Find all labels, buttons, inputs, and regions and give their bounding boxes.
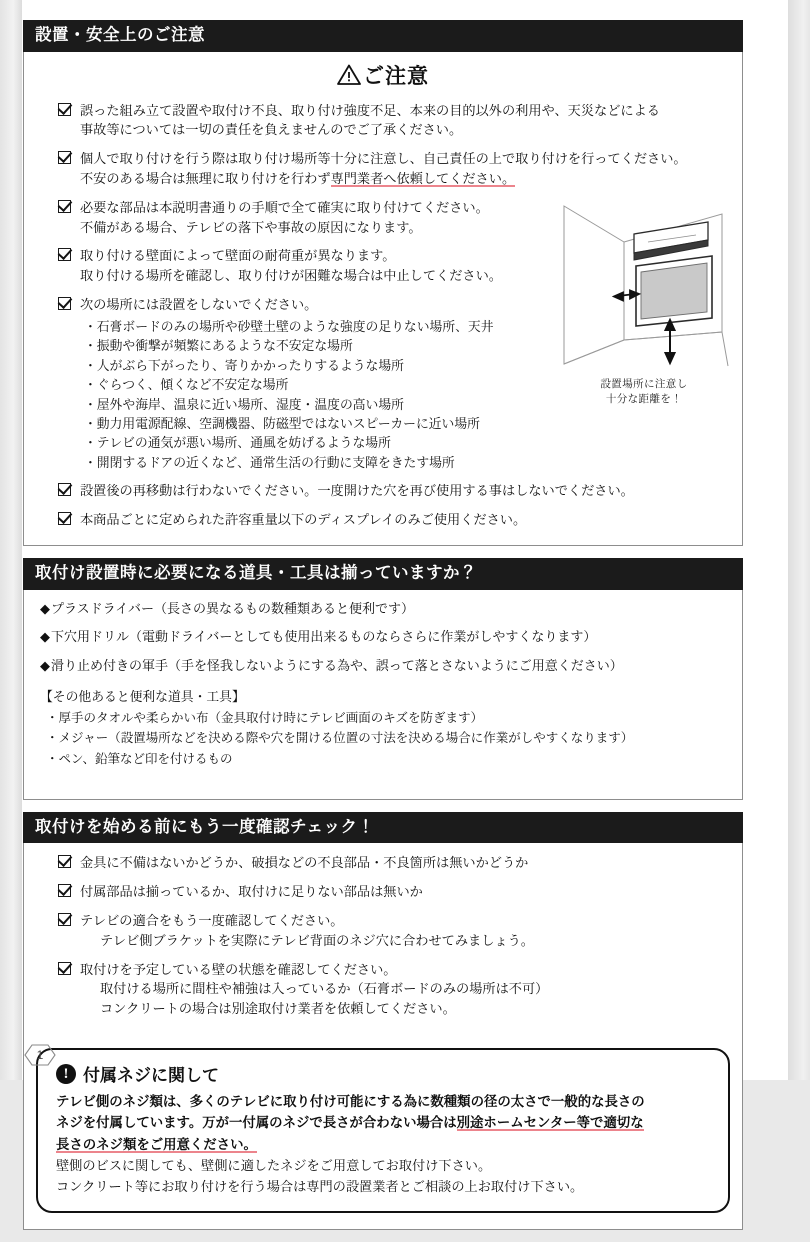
diamond-bullet-icon: ◆	[40, 600, 50, 616]
tool-line-text: 下穴用ドリル（電動ドライバーとしても使用出来るものならさらに作業がしやすくなります）	[51, 629, 597, 645]
section-tools	[23, 558, 743, 800]
page-number-badge	[23, 1043, 57, 1067]
list-item: ・ 厚手のタオルや柔らかい布（金具取付け時にテレビ画面のキズを防ぎます）	[60, 708, 728, 728]
list-item: ・ ぐらつく、傾くなど不安定な場所	[80, 375, 730, 394]
checkbox-checked-icon	[58, 913, 71, 926]
check-item-line: 取付けを予定している壁の状態を確認してください。	[80, 961, 397, 977]
checkbox-checked-icon	[58, 103, 71, 116]
list-item: ・ 石膏ボードのみの場所や砂壁土壁のような強度の足りない場所、天井	[80, 317, 730, 336]
room-wall-mount-clearance-diagram	[556, 200, 732, 409]
section-precheck	[23, 812, 743, 1230]
list-item: ・ 屋外や海岸、温泉に近い場所、湿度・温度の高い場所	[80, 395, 730, 414]
screw-notice-strong-line	[56, 1113, 712, 1133]
list-item: ・ 人がぶら下がったり、寄りかかったりするような場所	[80, 356, 730, 375]
check-item-text: 本商品ごとに定められた許容重量以下のディスプレイのみご使用ください。	[80, 512, 527, 528]
section-safety-panel	[23, 52, 743, 546]
page-footer	[23, 1043, 743, 1067]
check-item-line: 取り付ける壁面によって壁面の耐荷重が異なります。	[80, 248, 396, 264]
check-item-text	[80, 911, 730, 951]
list-item: ・ 振動や衝撃が頻繁にあるような不安定な場所	[80, 336, 730, 355]
list-item: ・ 動力用電源配線、空調機器、防磁型ではないスピーカーに近い場所	[80, 414, 730, 433]
check-item	[58, 960, 730, 1019]
check-item-line: 次の場所には設置をしないでください。	[80, 297, 318, 312]
check-item-line: 必要な部品は本説明書通りの手順で全て確実に取り付けてください。	[80, 199, 489, 215]
check-item-subline: 取付ける場所に間柱や補強は入っているか（石膏ボードのみの場所は不可）	[100, 981, 549, 997]
screw-notice-plain-part: ネジを付属しています。万が一付属のネジで長さが合わない場合は	[56, 1115, 457, 1131]
tool-line	[40, 657, 728, 676]
optional-tools-list	[40, 708, 728, 769]
screw-notice-line: コンクリート等にお取り付けを行う場合は専門の設置業者とご相談の上お取付け下さい。	[56, 1178, 584, 1194]
section-tools-band-title: 取付け設置時に必要になる道具・工具は揃っていますか？	[23, 558, 743, 590]
diagram-caption-line: 十分な距離を！	[605, 393, 683, 406]
red-underlined-text: 長さのネジ類をご用意ください。	[56, 1136, 257, 1152]
tool-line	[40, 600, 728, 619]
check-item-text	[80, 101, 730, 141]
red-underlined-text: 別途ホームセンター等で適切な	[456, 1115, 644, 1131]
checkbox-checked-icon	[58, 200, 71, 213]
list-item: ・ メジャー（設置場所などを決める際や穴を開ける位置の寸法を決める場合に作業がしやすくなります）	[60, 728, 728, 748]
check-item-text	[80, 960, 730, 1019]
check-item-line: 不備がある場合、テレビの落下や事故の原因になります。	[80, 219, 422, 235]
screw-notice-strong-line: テレビ側のネジ類は、多くのテレビに取り付け可能にする為に数種類の径の太さで一般的な長さの	[56, 1094, 645, 1109]
checkbox-checked-icon	[58, 483, 71, 496]
list-item: ・ テレビの通気が悪い場所、通風を妨げるような場所	[80, 433, 730, 452]
check-item	[58, 510, 730, 530]
check-item-line: 事故等については一切の責任を負えませんのでご了承ください。	[80, 122, 463, 138]
check-item-text: 金具に不備はないかどうか、破損などの不良部品・不良箇所は無いかどうか	[80, 855, 529, 871]
check-item-line: 取り付ける場所を確認し、取り付けが困難な場合は中止してください。	[80, 268, 502, 284]
diagram-caption	[556, 377, 732, 409]
check-item	[58, 882, 730, 902]
caution-heading-text: ご注意	[363, 64, 429, 88]
check-item-line: 誤った組み立て設置や取付け不良、取り付け強度不足、本来の目的以外の利用や、天災などによる	[80, 102, 660, 118]
precheck-check-list	[24, 843, 742, 1034]
tool-line	[40, 628, 728, 647]
warning-triangle-icon	[337, 64, 361, 91]
section-tools-panel	[23, 590, 743, 800]
check-item	[58, 149, 730, 189]
checkbox-checked-icon	[58, 962, 71, 975]
checkbox-checked-icon	[58, 248, 71, 261]
check-item-line: テレビの適合をもう一度確認してください。	[80, 913, 344, 929]
checkbox-checked-icon	[58, 884, 71, 897]
page-left-edge-shadow	[0, 0, 22, 1080]
checkbox-checked-icon	[58, 297, 71, 310]
check-item-subline: テレビ側ブラケットを実際にテレビ背面のネジ穴に合わせてみましょう。	[100, 932, 534, 948]
section-safety	[23, 20, 743, 546]
check-item	[58, 101, 730, 141]
check-item-subline: コンクリートの場合は別途取付け業者を依頼してください。	[100, 1001, 456, 1017]
optional-tools-heading: 【その他あると便利な道具・工具】	[40, 689, 245, 705]
page-number-text: 1	[36, 1048, 44, 1062]
check-item-line-plain: 不安のある場合は無理に取り付けを行わず	[80, 171, 331, 187]
check-item-line: 個人で取り付けを行う際は取り付け場所等十分に注意し、自己責任の上で取り付けを行ってください。	[80, 151, 687, 167]
checkbox-checked-icon	[58, 151, 71, 164]
caution-heading	[24, 52, 742, 101]
diagram-caption-line: 設置場所に注意し	[600, 377, 688, 390]
screw-notice-box	[36, 1048, 730, 1213]
tool-line-text: 滑り止め付きの軍手（手を怪我しないようにする為や、誤って落とさないようにご用意ください）	[51, 658, 623, 674]
section-precheck-band-title: 取付けを始める前にもう一度確認チェック！	[23, 812, 743, 844]
list-item: ・ ペン、鉛筆など印を付けるもの	[60, 749, 728, 769]
screw-notice-title: 付属ネジに関して	[83, 1066, 219, 1085]
section-safety-band-title: 設置・安全上のご注意	[23, 20, 743, 52]
check-item-text: 付属部品は揃っているか、取付けに足りない部品は無いか	[80, 884, 423, 900]
check-item	[58, 853, 730, 873]
check-item	[58, 481, 730, 501]
check-item	[58, 911, 730, 951]
tools-body	[24, 590, 742, 799]
exclamation-circle-icon: !	[56, 1064, 76, 1084]
page-right-edge-shadow	[788, 0, 810, 1080]
red-underlined-text: 専門業者へ依頼してください。	[330, 171, 516, 187]
check-item-line	[80, 169, 730, 189]
spacer	[40, 769, 728, 785]
checkbox-checked-icon	[58, 855, 71, 868]
section-precheck-panel	[23, 843, 743, 1230]
diamond-bullet-icon: ◆	[40, 658, 50, 674]
tool-line-text: プラスドライバー（長さの異なるもの数種類あると便利です）	[51, 600, 414, 616]
screw-notice-strong-line	[56, 1135, 712, 1155]
list-item: ・ 開閉するドアの近くなど、通常生活の行動に支障をきたす場所	[80, 453, 730, 472]
check-item-text	[80, 149, 730, 189]
check-item-text: 設置後の再移動は行わないでください。一度開けた穴を再び使用する事はしないでください。	[80, 483, 634, 499]
screw-notice-line: 壁側のビスに関しても、壁側に適したネジをご用意してお取付け下さい。	[56, 1158, 492, 1174]
diamond-bullet-icon: ◆	[40, 629, 50, 645]
checkbox-checked-icon	[58, 512, 71, 525]
